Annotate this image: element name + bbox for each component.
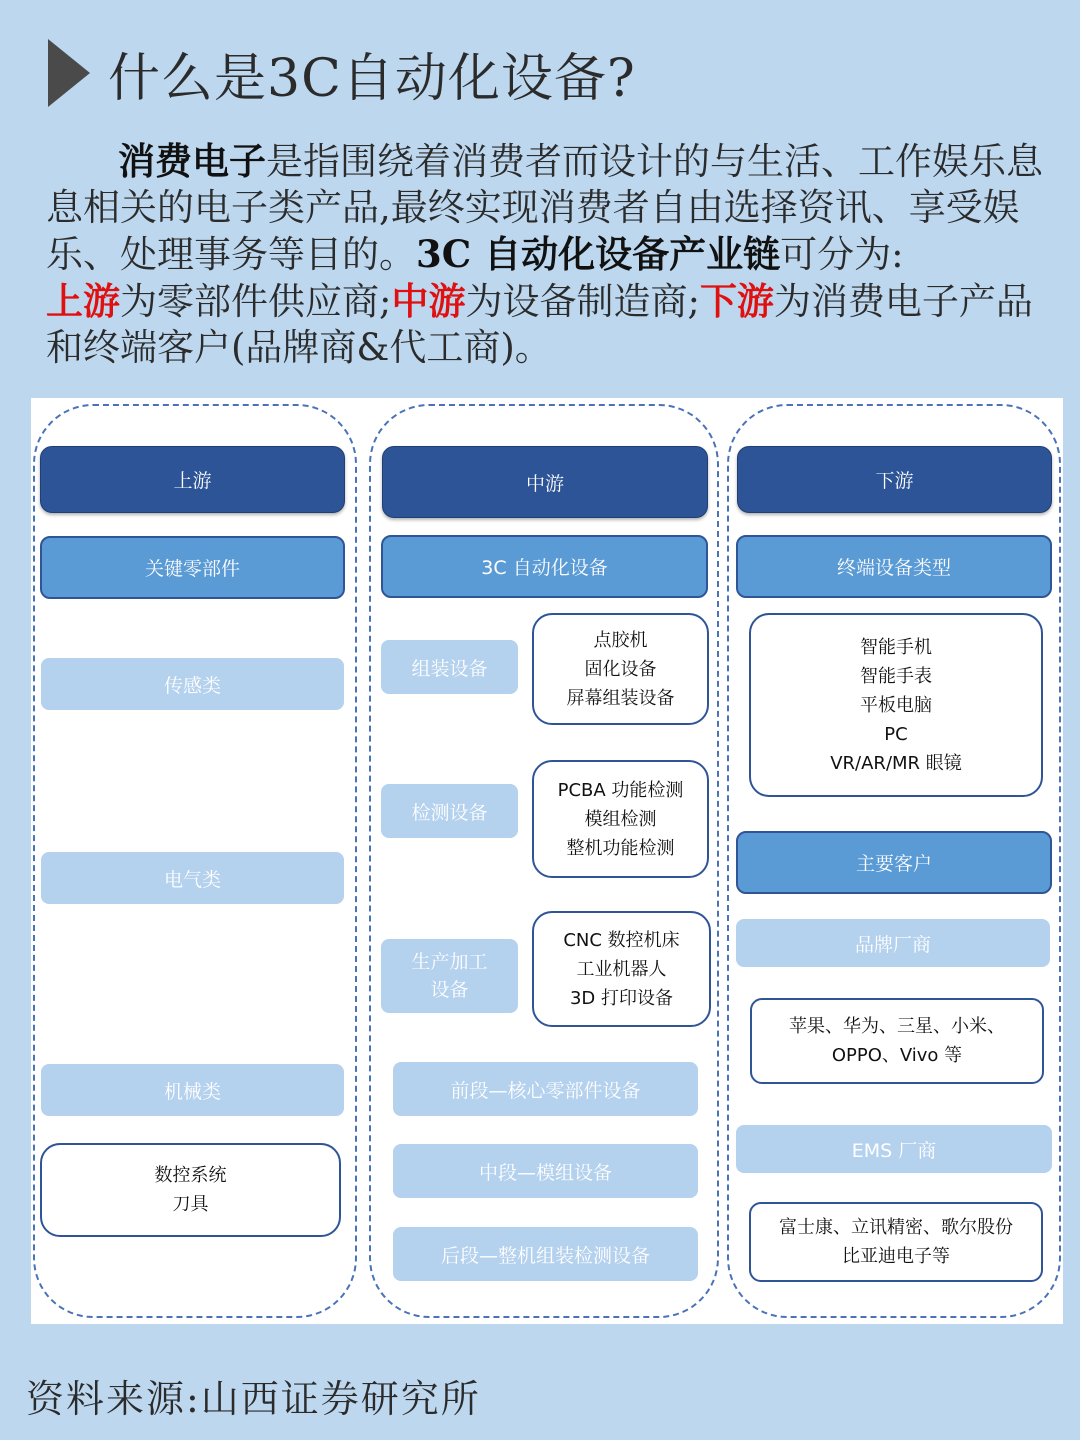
detail-line: 点胶机 bbox=[593, 629, 648, 651]
detail-line: 固化设备 bbox=[584, 658, 657, 680]
intro-paragraph bbox=[46, 138, 1056, 371]
source-note: 资料来源:山西证券研究所 bbox=[26, 1377, 481, 1421]
intro-upstream-label: 上游 bbox=[46, 279, 120, 323]
brand-detail-line: OPPO、Vivo 等 bbox=[831, 1045, 963, 1066]
midstream-segment-back: 后段—整机组装检测设备 bbox=[393, 1227, 698, 1281]
ems-detail-line: 比亚迪电子等 bbox=[842, 1246, 950, 1267]
upstream-detail-box bbox=[40, 1143, 341, 1237]
play-arrow-icon bbox=[48, 39, 90, 107]
detail-line: 工业机器人 bbox=[576, 958, 667, 980]
detail-line: 整机功能检测 bbox=[566, 837, 675, 859]
midstream-group-detail-production bbox=[532, 911, 711, 1027]
detail-line: PCBA 功能检测 bbox=[557, 779, 684, 801]
detail-line: 3D 打印设备 bbox=[569, 987, 674, 1009]
detail-line: CNC 数控机床 bbox=[563, 929, 680, 951]
device-item: PC bbox=[884, 723, 908, 745]
intro-midstream-text: 为设备制造商; bbox=[465, 280, 700, 323]
intro-downstream-text: 为消费电子产品和终端客户(品牌商&代工商)。 bbox=[46, 280, 1033, 369]
midstream-header: 中游 bbox=[382, 446, 708, 518]
device-item: 智能手机 bbox=[860, 636, 932, 658]
downstream-ems-detail bbox=[749, 1202, 1043, 1282]
detail-line: 模组检测 bbox=[584, 808, 657, 830]
upstream-category: 关键零部件 bbox=[40, 536, 345, 599]
midstream-group-label-production bbox=[381, 939, 518, 1013]
upstream-detail-line: 数控系统 bbox=[154, 1165, 227, 1186]
intro-bold-chain: 3C 自动化设备产业链 bbox=[416, 232, 781, 276]
page-title: 什么是3C自动化设备? bbox=[108, 48, 636, 109]
device-item: VR/AR/MR 眼镜 bbox=[830, 752, 962, 774]
midstream-segment-front: 前段—核心零部件设备 bbox=[393, 1062, 698, 1116]
downstream-brand-label: 品牌厂商 bbox=[736, 919, 1050, 967]
detail-line: 屏幕组装设备 bbox=[566, 687, 675, 709]
intro-text-2: 可分为: bbox=[780, 233, 904, 276]
upstream-item-sensor: 传感类 bbox=[41, 658, 344, 710]
upstream-item-electrical: 电气类 bbox=[41, 852, 344, 904]
intro-downstream-label: 下游 bbox=[699, 279, 774, 323]
intro-text-1: 是指围绕着消费者而设计的与生活、工作娱乐息息相关的电子类产品,最终实现消费者自由选择资讯、享受娱乐、处理事务等目的。 bbox=[46, 140, 1043, 276]
intro-upstream-text: 为零部件供应商; bbox=[120, 280, 392, 323]
midstream-group-label-inspection: 检测设备 bbox=[381, 784, 518, 838]
industry-chain-diagram bbox=[31, 398, 1063, 1324]
ems-detail-line: 富士康、立讯精密、歌尔股份 bbox=[779, 1217, 1013, 1238]
production-label-text: 生产加工设备 bbox=[411, 951, 488, 1001]
midstream-group-label-assembly: 组装设备 bbox=[381, 640, 518, 694]
midstream-category: 3C 自动化设备 bbox=[381, 535, 708, 598]
intro-bold-term: 消费电子 bbox=[118, 139, 266, 183]
upstream-header: 上游 bbox=[40, 446, 345, 513]
device-item: 智能手表 bbox=[860, 665, 932, 687]
downstream-category: 终端设备类型 bbox=[736, 535, 1052, 598]
upstream-detail-line: 刀具 bbox=[172, 1194, 209, 1215]
downstream-brand-detail bbox=[750, 998, 1044, 1084]
downstream-header: 下游 bbox=[737, 446, 1052, 513]
downstream-ems-label: EMS 厂商 bbox=[736, 1125, 1052, 1173]
title-row bbox=[48, 38, 636, 108]
device-item: 平板电脑 bbox=[860, 694, 932, 716]
midstream-group-detail-inspection bbox=[532, 760, 709, 878]
brand-detail-line: 苹果、华为、三星、小米、 bbox=[789, 1016, 1005, 1037]
midstream-segment-middle: 中段—模组设备 bbox=[393, 1144, 698, 1198]
downstream-device-list bbox=[749, 613, 1043, 797]
intro-midstream-label: 中游 bbox=[391, 279, 466, 323]
upstream-item-mechanical: 机械类 bbox=[41, 1064, 344, 1116]
midstream-group-detail-assembly bbox=[532, 613, 709, 725]
downstream-customers-header: 主要客户 bbox=[736, 831, 1052, 894]
